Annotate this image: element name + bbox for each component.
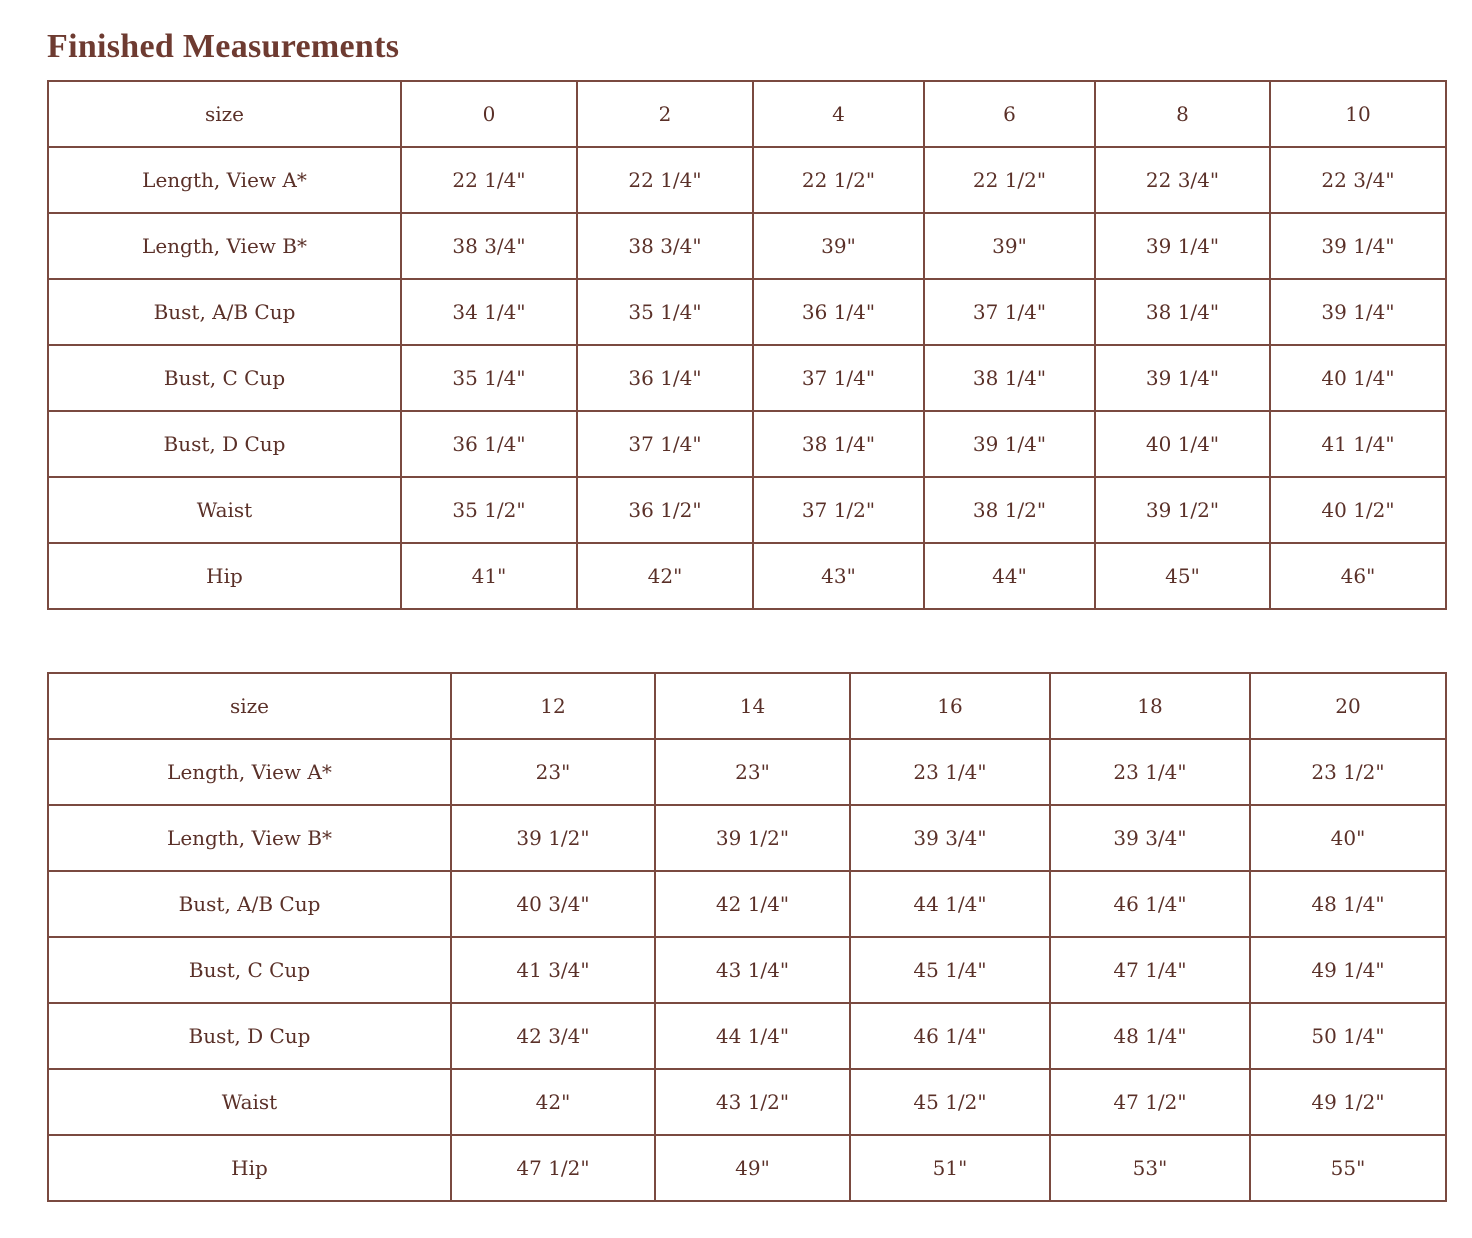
measurement-value-cell: 23 1/4" xyxy=(1050,739,1250,805)
measurement-value-cell: 38 1/4" xyxy=(753,411,924,477)
table-row xyxy=(48,805,1446,871)
table-body xyxy=(48,673,1446,1201)
measurement-label-cell: Bust, D Cup xyxy=(48,1003,451,1069)
measurement-value-cell: 35 1/4" xyxy=(577,279,753,345)
measurement-label-cell: Bust, D Cup xyxy=(48,411,401,477)
measurement-value-cell: 45 1/4" xyxy=(850,937,1050,1003)
size-header-cell: 4 xyxy=(753,81,924,147)
measurement-label-cell: Hip xyxy=(48,1135,451,1201)
measurement-value-cell: 38 1/4" xyxy=(1095,279,1270,345)
measurement-value-cell: 35 1/4" xyxy=(401,345,577,411)
measurement-value-cell: 49 1/4" xyxy=(1250,937,1446,1003)
table-row xyxy=(48,937,1446,1003)
measurement-value-cell: 22 1/4" xyxy=(577,147,753,213)
measurement-value-cell: 34 1/4" xyxy=(401,279,577,345)
measurement-value-cell: 40 1/4" xyxy=(1270,345,1446,411)
measurement-value-cell: 45 1/2" xyxy=(850,1069,1050,1135)
measurement-value-cell: 43 1/2" xyxy=(655,1069,850,1135)
table-row xyxy=(48,477,1446,543)
measurement-value-cell: 36 1/4" xyxy=(753,279,924,345)
measurement-value-cell: 53" xyxy=(1050,1135,1250,1201)
size-header-cell: 16 xyxy=(850,673,1050,739)
measurement-value-cell: 39 1/2" xyxy=(1095,477,1270,543)
measurement-value-cell: 39 3/4" xyxy=(850,805,1050,871)
table-row xyxy=(48,1069,1446,1135)
measurement-value-cell: 47 1/2" xyxy=(1050,1069,1250,1135)
measurement-value-cell: 39 1/2" xyxy=(655,805,850,871)
size-header-cell: 14 xyxy=(655,673,850,739)
measurement-value-cell: 46 1/4" xyxy=(1050,871,1250,937)
measurement-label-cell: Length, View B* xyxy=(48,213,401,279)
measurement-value-cell: 42" xyxy=(451,1069,655,1135)
table-row xyxy=(48,739,1446,805)
measurement-value-cell: 39 3/4" xyxy=(1050,805,1250,871)
table-row xyxy=(48,543,1446,609)
measurement-value-cell: 40 1/2" xyxy=(1270,477,1446,543)
measurement-value-cell: 36 1/4" xyxy=(401,411,577,477)
measurement-value-cell: 22 1/4" xyxy=(401,147,577,213)
measurement-value-cell: 22 3/4" xyxy=(1095,147,1270,213)
measurement-value-cell: 39" xyxy=(924,213,1095,279)
measurement-value-cell: 39 1/4" xyxy=(1270,279,1446,345)
measurement-value-cell: 23" xyxy=(451,739,655,805)
measurement-value-cell: 38 1/2" xyxy=(924,477,1095,543)
measurement-value-cell: 39 1/4" xyxy=(1095,213,1270,279)
measurement-label-cell: Length, View A* xyxy=(48,147,401,213)
table-body xyxy=(48,81,1446,609)
measurement-label-cell: Hip xyxy=(48,543,401,609)
table-row xyxy=(48,411,1446,477)
measurement-value-cell: 47 1/2" xyxy=(451,1135,655,1201)
measurement-value-cell: 22 1/2" xyxy=(924,147,1095,213)
measurements-table-sizes-0-10 xyxy=(47,80,1447,610)
size-label-cell: size xyxy=(48,673,451,739)
measurement-value-cell: 42 3/4" xyxy=(451,1003,655,1069)
measurement-label-cell: Bust, C Cup xyxy=(48,345,401,411)
size-header-cell: 8 xyxy=(1095,81,1270,147)
measurement-label-cell: Bust, C Cup xyxy=(48,937,451,1003)
measurement-value-cell: 50 1/4" xyxy=(1250,1003,1446,1069)
measurement-value-cell: 46 1/4" xyxy=(850,1003,1050,1069)
measurement-value-cell: 38 3/4" xyxy=(401,213,577,279)
measurement-value-cell: 42 1/4" xyxy=(655,871,850,937)
table-row xyxy=(48,871,1446,937)
measurement-value-cell: 44" xyxy=(924,543,1095,609)
measurement-value-cell: 40 1/4" xyxy=(1095,411,1270,477)
measurement-value-cell: 37 1/4" xyxy=(924,279,1095,345)
measurement-value-cell: 23 1/4" xyxy=(850,739,1050,805)
measurement-value-cell: 35 1/2" xyxy=(401,477,577,543)
page-title: Finished Measurements xyxy=(47,28,400,65)
measurement-value-cell: 48 1/4" xyxy=(1250,871,1446,937)
measurement-value-cell: 49" xyxy=(655,1135,850,1201)
table-row xyxy=(48,1135,1446,1201)
measurement-value-cell: 37 1/4" xyxy=(753,345,924,411)
measurement-value-cell: 44 1/4" xyxy=(850,871,1050,937)
measurement-value-cell: 41" xyxy=(401,543,577,609)
measurement-value-cell: 22 3/4" xyxy=(1270,147,1446,213)
table-row xyxy=(48,345,1446,411)
measurement-value-cell: 37 1/4" xyxy=(577,411,753,477)
size-header-cell: 0 xyxy=(401,81,577,147)
measurement-value-cell: 46" xyxy=(1270,543,1446,609)
size-header-cell: 6 xyxy=(924,81,1095,147)
measurement-value-cell: 23" xyxy=(655,739,850,805)
measurement-value-cell: 22 1/2" xyxy=(753,147,924,213)
measurement-label-cell: Waist xyxy=(48,1069,451,1135)
table-header-row xyxy=(48,81,1446,147)
measurement-value-cell: 48 1/4" xyxy=(1050,1003,1250,1069)
size-header-cell: 12 xyxy=(451,673,655,739)
measurement-value-cell: 23 1/2" xyxy=(1250,739,1446,805)
table-row xyxy=(48,213,1446,279)
measurement-value-cell: 51" xyxy=(850,1135,1050,1201)
measurement-value-cell: 39 1/2" xyxy=(451,805,655,871)
measurement-value-cell: 38 3/4" xyxy=(577,213,753,279)
size-header-cell: 20 xyxy=(1250,673,1446,739)
measurement-label-cell: Bust, A/B Cup xyxy=(48,871,451,937)
measurement-value-cell: 41 3/4" xyxy=(451,937,655,1003)
measurement-value-cell: 39 1/4" xyxy=(924,411,1095,477)
measurement-label-cell: Length, View B* xyxy=(48,805,451,871)
size-label-cell: size xyxy=(48,81,401,147)
measurement-value-cell: 47 1/4" xyxy=(1050,937,1250,1003)
table-row xyxy=(48,147,1446,213)
size-header-cell: 10 xyxy=(1270,81,1446,147)
measurement-value-cell: 41 1/4" xyxy=(1270,411,1446,477)
measurement-value-cell: 43" xyxy=(753,543,924,609)
measurement-value-cell: 39" xyxy=(753,213,924,279)
measurement-value-cell: 40" xyxy=(1250,805,1446,871)
measurement-value-cell: 40 3/4" xyxy=(451,871,655,937)
measurement-value-cell: 39 1/4" xyxy=(1095,345,1270,411)
measurement-value-cell: 55" xyxy=(1250,1135,1446,1201)
measurement-value-cell: 43 1/4" xyxy=(655,937,850,1003)
measurement-label-cell: Waist xyxy=(48,477,401,543)
table-row xyxy=(48,279,1446,345)
measurement-label-cell: Length, View A* xyxy=(48,739,451,805)
measurement-value-cell: 49 1/2" xyxy=(1250,1069,1446,1135)
measurement-value-cell: 39 1/4" xyxy=(1270,213,1446,279)
measurements-table-sizes-12-20 xyxy=(47,672,1447,1202)
measurement-value-cell: 45" xyxy=(1095,543,1270,609)
measurement-value-cell: 36 1/4" xyxy=(577,345,753,411)
size-header-cell: 18 xyxy=(1050,673,1250,739)
measurement-value-cell: 38 1/4" xyxy=(924,345,1095,411)
measurement-value-cell: 37 1/2" xyxy=(753,477,924,543)
measurement-label-cell: Bust, A/B Cup xyxy=(48,279,401,345)
table-header-row xyxy=(48,673,1446,739)
measurement-value-cell: 36 1/2" xyxy=(577,477,753,543)
measurement-value-cell: 42" xyxy=(577,543,753,609)
measurement-value-cell: 44 1/4" xyxy=(655,1003,850,1069)
table-row xyxy=(48,1003,1446,1069)
size-header-cell: 2 xyxy=(577,81,753,147)
